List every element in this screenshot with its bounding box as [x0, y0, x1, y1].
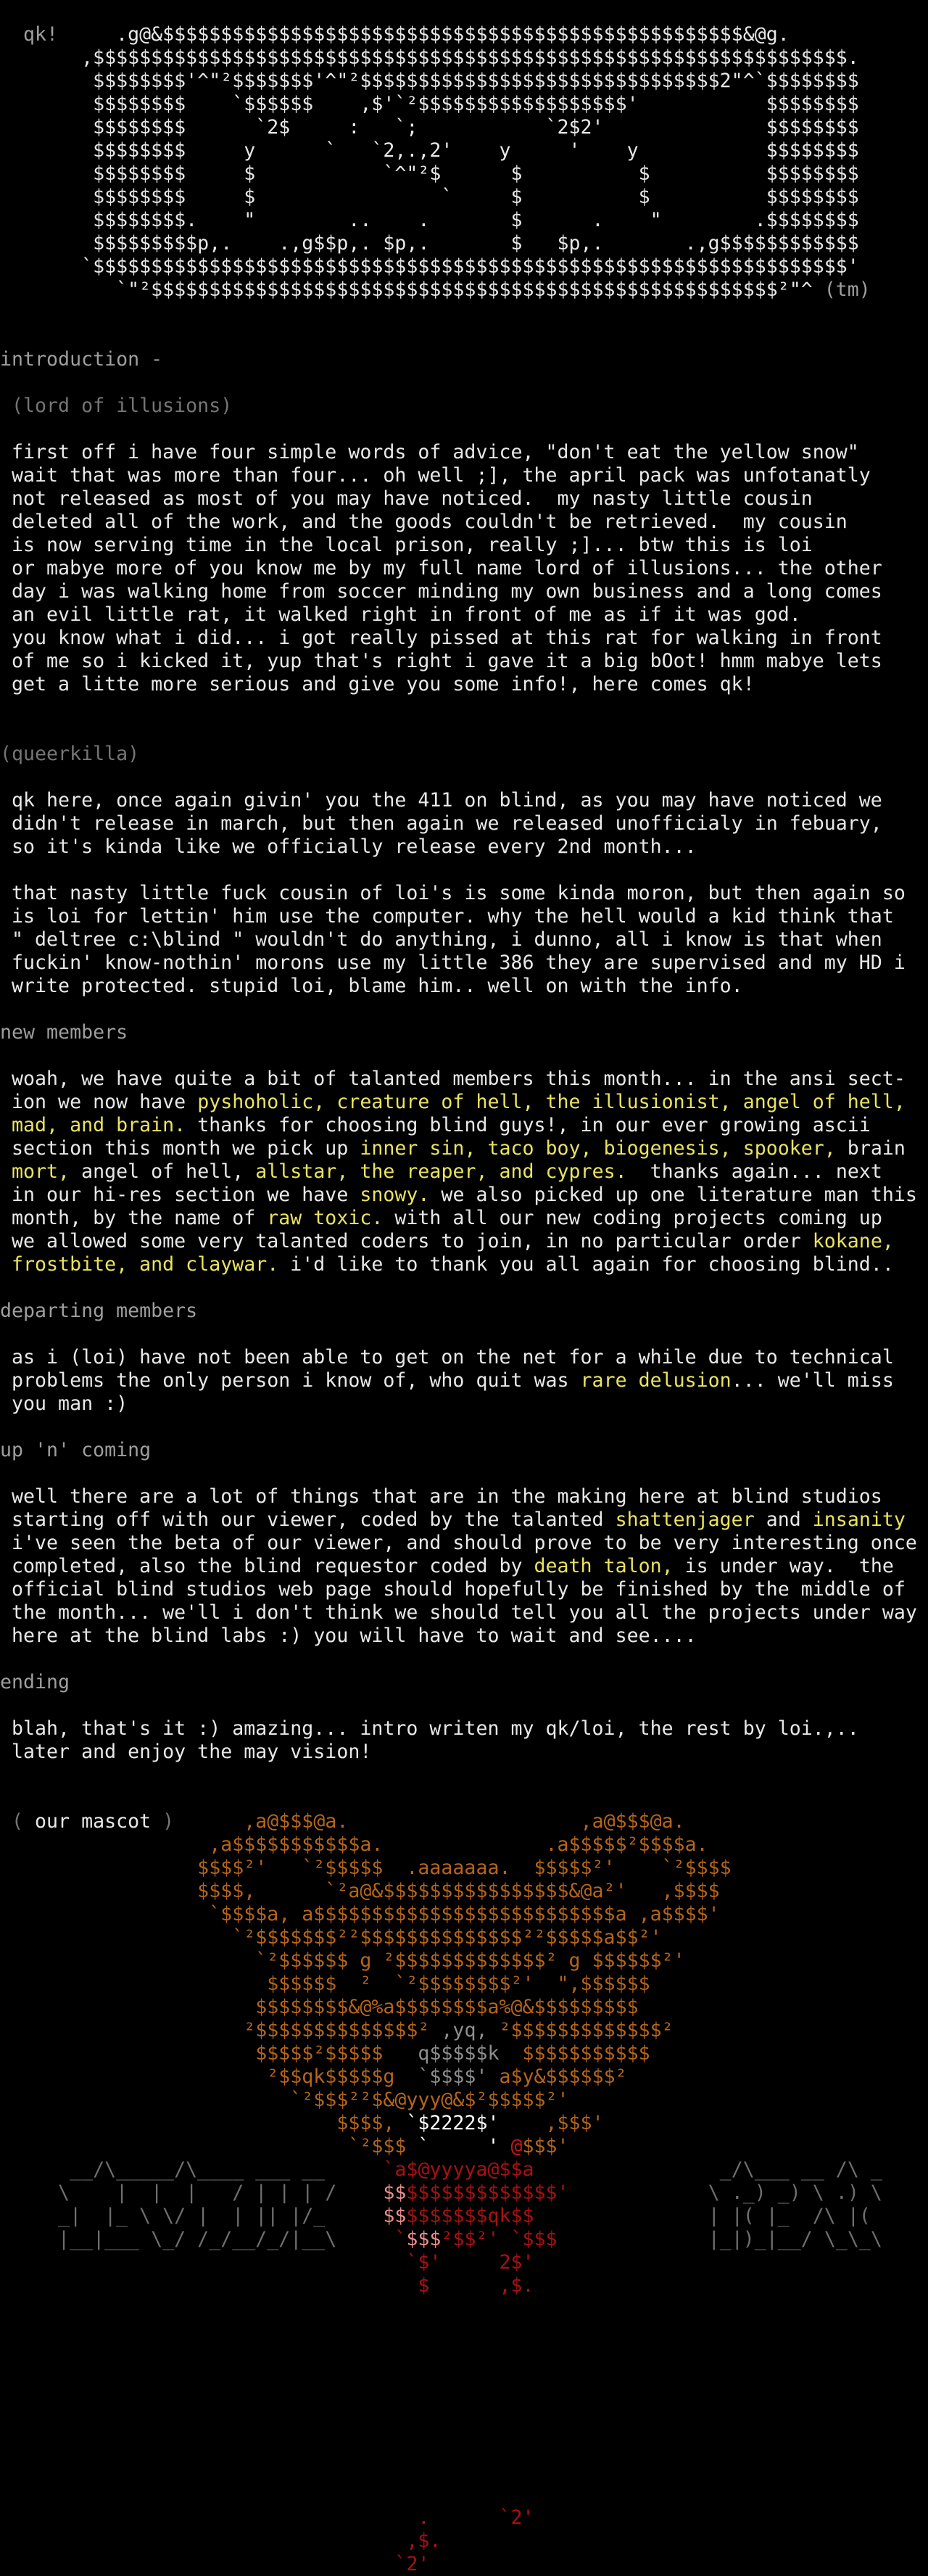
- blank-line: [0, 2344, 928, 2367]
- bear-art-line: ²$$$$$$$$$$$$$$² ,yq, ²$$$$$$$$$$$$$²: [0, 2019, 674, 2042]
- body-text-line: starting off with our viewer, coded by the talanted shattenjager and insanity: [0, 1508, 906, 1531]
- blind-logo-line: $$$$$$$$ y ` `2,.,2' y ' y $$$$$$$$: [0, 139, 859, 162]
- bear-art-line: ,a$$$$$$$$$$$a. .a$$$$$²$$$$a.: [0, 1833, 708, 1856]
- body-text-line: that nasty little fuck cousin of loi's is some kinda moron, but then again so: [0, 882, 906, 904]
- body-text-line: official blind studios web page should hopefully be finished by the middle of: [0, 1578, 906, 1601]
- blank-line: [0, 1044, 928, 1068]
- body-text-line: of me so i kicked it, yup that's right i gave it a big bOot! hmm mabye lets: [0, 650, 882, 672]
- heading-new-members: new members: [0, 1021, 128, 1044]
- blind-logo-line: $$$$$$$$'^"²$$$$$$$'^"²$$$$$$$$$$$$$$$$$$$$$$$$$$$$$$$2"^`$$$$$$$$: [0, 70, 859, 92]
- blank-line: [0, 418, 928, 441]
- bear-art-line: `²$$$$$$$²²$$$$$$$$$$$$$$²²$$$$$a$$²': [0, 1926, 662, 1949]
- body-text-line: mad, and brain. thanks for choosing blind guys!, in our ever growing ascii: [12, 1114, 871, 1136]
- body-text-line: problems the only person i know of, who quit was rare delusion... we'll miss: [0, 1369, 894, 1392]
- blood-drip-line: ,$.: [0, 2530, 442, 2552]
- body-text-line: as i (loi) have not been able to get on the net for a while due to technical: [0, 1346, 894, 1368]
- body-text-line: section this month we pick up inner sin, taco boy, biogenesis, spooker, brain: [0, 1137, 906, 1160]
- blank-line: [0, 0, 928, 23]
- body-text-line: woah, we have quite a bit of talanted members this month... in the ansi sect-: [0, 1068, 906, 1090]
- body-text-line: ion we now have pyshoholic, creature of hell, the illusionist, angel of hell,: [0, 1091, 906, 1113]
- bear-art-line: ²$$qk$$$$$g `$$$$' a$y&$$$$$$²: [0, 2065, 627, 2088]
- bear-art-line: $$$$²' `²$$$$$ .aaaaaaa. $$$$$²' `²$$$$: [0, 1857, 732, 1879]
- bear-and-evil-bear-text-line: |__|___ \_/ /_/__/_/|__\ `$$$²$$²' `$$$ |_|)_|__/ \_\_\: [0, 2228, 882, 2250]
- blood-drip-line: . `2': [0, 2506, 534, 2529]
- blind-logo-line: qk! .g@&$$$$$$$$$$$$$$$$$$$$$$$$$$$$$$$$$$$$$$$$$$$$$$$$$$&@g.: [0, 23, 790, 46]
- bear-art-line: `²$$$ ` ' @$$$': [0, 2135, 569, 2158]
- blank-line: [0, 1462, 928, 1485]
- body-text-line: qk here, once again givin' you the 411 on blind, as you may have noticed we: [0, 789, 882, 812]
- body-text-line: so it's kinda like we officially release every 2nd month...: [0, 835, 697, 858]
- body-text-line: i've seen the beta of our viewer, and should prove to be very interesting once: [0, 1532, 917, 1554]
- body-text-line: get a litte more serious and give you some info!, here comes qk!: [0, 673, 755, 695]
- body-text-line: fuckin' know-nothin' morons use my little 386 they are supervised and my HD i: [0, 951, 906, 974]
- blank-line: [0, 1764, 928, 1787]
- subheading-queerkilla: (queerkilla): [0, 743, 140, 765]
- bear-and-evil-bear-text-line: \ | | | / | | | / $$$$$$$$$$$$$$$' \ ._) _) \ .) \: [0, 2181, 882, 2204]
- blank-line: [0, 998, 928, 1021]
- bear-art-line: $$$$$²$$$$$ q$$$$$k $$$$$$$$$$$: [0, 2042, 650, 2065]
- blank-line: [0, 766, 928, 789]
- blank-line: [0, 1323, 928, 1346]
- body-text-line: completed, also the blind requestor coded by death talon, is under way. the: [0, 1555, 894, 1577]
- blind-logo-line: ,$$$$$$$$$$$$$$$$$$$$$$$$$$$$$$$$$$$$$$$$$$$$$$$$$$$$$$$$$$$$$$$$$.: [0, 46, 859, 69]
- blind-logo-line: $$$$$$$$ `2$ : `; `2$2' $$$$$$$$: [0, 116, 859, 139]
- blank-line: [0, 1416, 928, 1439]
- body-text-line: write protected. stupid loi, blame him.. well on with the info.: [0, 975, 743, 997]
- body-text-line: is now serving time in the local prison, really ;]... btw this is loi: [0, 534, 813, 556]
- blind-logo-line: `$$$$$$$$$$$$$$$$$$$$$$$$$$$$$$$$$$$$$$$$$$$$$$$$$$$$$$$$$$$$$$$$$': [0, 255, 859, 278]
- blank-line: [0, 2367, 928, 2390]
- body-text-line: in our hi-res section we have snowy. we also picked up one literature man this: [0, 1184, 917, 1206]
- body-text-line: first off i have four simple words of advice, "don't eat the yellow snow": [0, 441, 859, 463]
- body-text-line: later and enjoy the may vision!: [0, 1741, 372, 1763]
- blind-logo-line: $$$$$$$$ $ ` $ $ $$$$$$$$: [0, 186, 859, 208]
- blank-line: [0, 1694, 928, 1717]
- body-text-line: well there are a lot of things that are in the making here at blind studios: [0, 1485, 882, 1508]
- body-text-line: wait that was more than four... oh well ;], the april pack was unfotanatly: [0, 464, 871, 487]
- blind-logo-line: $$$$$$$$$p,. .,g$$p,. $p,. $ $p,. .,g$$$$$$$$$$$$: [0, 232, 859, 255]
- bear-art-line: `²$$$²²$&@yyy@&$²$$$$$²': [0, 2089, 569, 2111]
- body-text-line: not released as most of you may have noticed. my nasty little cousin: [0, 487, 813, 510]
- body-text-line: the month... we'll i don't think we should tell you all the projects under way: [0, 1601, 917, 1624]
- blank-line: [0, 719, 928, 743]
- bear-art-line: `$$$$a, a$$$$$$$$$$$$$$$$$$$$$$$$$$a ,a$$$$': [0, 1903, 720, 1925]
- blind-logo-line: $$$$$$$$ `$$$$$$ ,$'`²$$$$$$$$$$$$$$$$$$' $$$$$$$$: [0, 93, 859, 115]
- blood-drip-line: `$' 2$': [0, 2251, 534, 2274]
- body-text-line: " deltree c:\blind " wouldn't do anything, i dunno, all i know is that when: [0, 928, 882, 951]
- body-text-line: mort, angel of hell, allstar, the reaper, and cypres. thanks again... next: [12, 1160, 882, 1183]
- blind-logo-line: `"²$$$$$$$$$$$$$$$$$$$$$$$$$$$$$$$$$$$$$$$$$$$$$$$$$$$$$$²"^ (tm): [0, 278, 871, 301]
- blank-line: [0, 302, 928, 325]
- blank-line: [0, 371, 928, 395]
- body-text-line: or mabye more of you know me by my full name lord of illusions... the other: [0, 557, 882, 579]
- blank-line: [0, 2321, 928, 2344]
- blank-line: [0, 1276, 928, 1300]
- body-text-line: didn't release in march, but then again we released unofficialy in febuary,: [0, 812, 882, 835]
- subheading-lord-of-illusions: (lord of illusions): [0, 395, 233, 417]
- blank-line: [0, 325, 928, 348]
- heading-departing-members: departing members: [0, 1300, 198, 1322]
- blind-logo-line: $$$$$$$$. " .. . $ . " .$$$$$$$$: [0, 209, 859, 231]
- body-text-line: an evil little rat, it walked right in front of me as if it was god.: [0, 603, 801, 626]
- heading-up-n-coming: up 'n' coming: [0, 1439, 152, 1461]
- mascot-label-and-bear-line: ( our mascot ) ,a@$$$@a. ,a@$$$@a.: [0, 1810, 685, 1833]
- body-text-line: day i was walking home from soccer minding my own business and a long comes: [0, 580, 882, 603]
- blank-line: [0, 2414, 928, 2437]
- body-text-line: frostbite, and claywar. i'd like to thank you all again for choosing blind..: [12, 1253, 894, 1276]
- body-text-line: here at the blind labs :) you will have to wait and see....: [0, 1625, 697, 1647]
- blank-line: [0, 859, 928, 882]
- body-text-line: deleted all of the work, and the goods couldn't be retrieved. my cousin: [0, 511, 848, 533]
- heading-introduction: introduction -: [0, 348, 163, 371]
- heading-ending: ending: [0, 1671, 70, 1693]
- blank-line: [0, 2483, 928, 2506]
- blank-line: [0, 2298, 928, 2321]
- blind-logo-line: $$$$$$$$ $ `^"²$ $ $ $$$$$$$$: [0, 162, 859, 185]
- bear-art-line: $$$$, `$2222$' ,$$$': [0, 2112, 604, 2134]
- blank-line: [0, 696, 928, 719]
- body-text-line: you man :): [0, 1392, 128, 1415]
- body-text-line: blah, that's it :) amazing... intro writen my qk/loi, the rest by loi.,..: [0, 1717, 859, 1740]
- blank-line: [0, 1648, 928, 1671]
- blood-drip-line: $ ,$.: [0, 2274, 534, 2297]
- body-text-line: is loi for lettin' him use the computer. why the hell would a kid think that: [0, 905, 894, 928]
- blank-line: [0, 2390, 928, 2414]
- body-text-line: we allowed some very talanted coders to join, in no particular order kokane,: [0, 1230, 894, 1252]
- blank-line: [0, 1787, 928, 1810]
- blood-drip-line: `2': [0, 2553, 430, 2575]
- bear-and-evil-bear-text-line: __/\_____/\____ ___ __ `a$@yyyya@$$a _/\___ __ /\ _: [0, 2158, 882, 2181]
- bear-art-line: $$$$$$$$&@%a$$$$$$$$a%@&$$$$$$$$$: [0, 1996, 639, 2018]
- body-text-line: month, by the name of raw toxic. with all our new coding projects coming up: [0, 1207, 882, 1229]
- blank-line: [0, 2460, 928, 2483]
- bear-art-line: $$$$$$ ² `²$$$$$$$$²' ",$$$$$$: [0, 1973, 650, 1995]
- bear-art-line: `²$$$$$$ g ²$$$$$$$$$$$$$² g $$$$$$²': [0, 1949, 685, 1972]
- blank-line: [0, 2437, 928, 2460]
- bear-and-evil-bear-text-line: _| |_ \ \/ | | || |/_ $$$$$$$$$qk$$ | |( |_ /\ |(: [0, 2205, 882, 2227]
- body-text-line: you know what i did... i got really pissed at this rat for walking in front: [0, 627, 882, 649]
- bear-art-line: $$$$, `²a@&$$$$$$$$$$$$$$$$&@a²' ,$$$$: [0, 1880, 720, 1902]
